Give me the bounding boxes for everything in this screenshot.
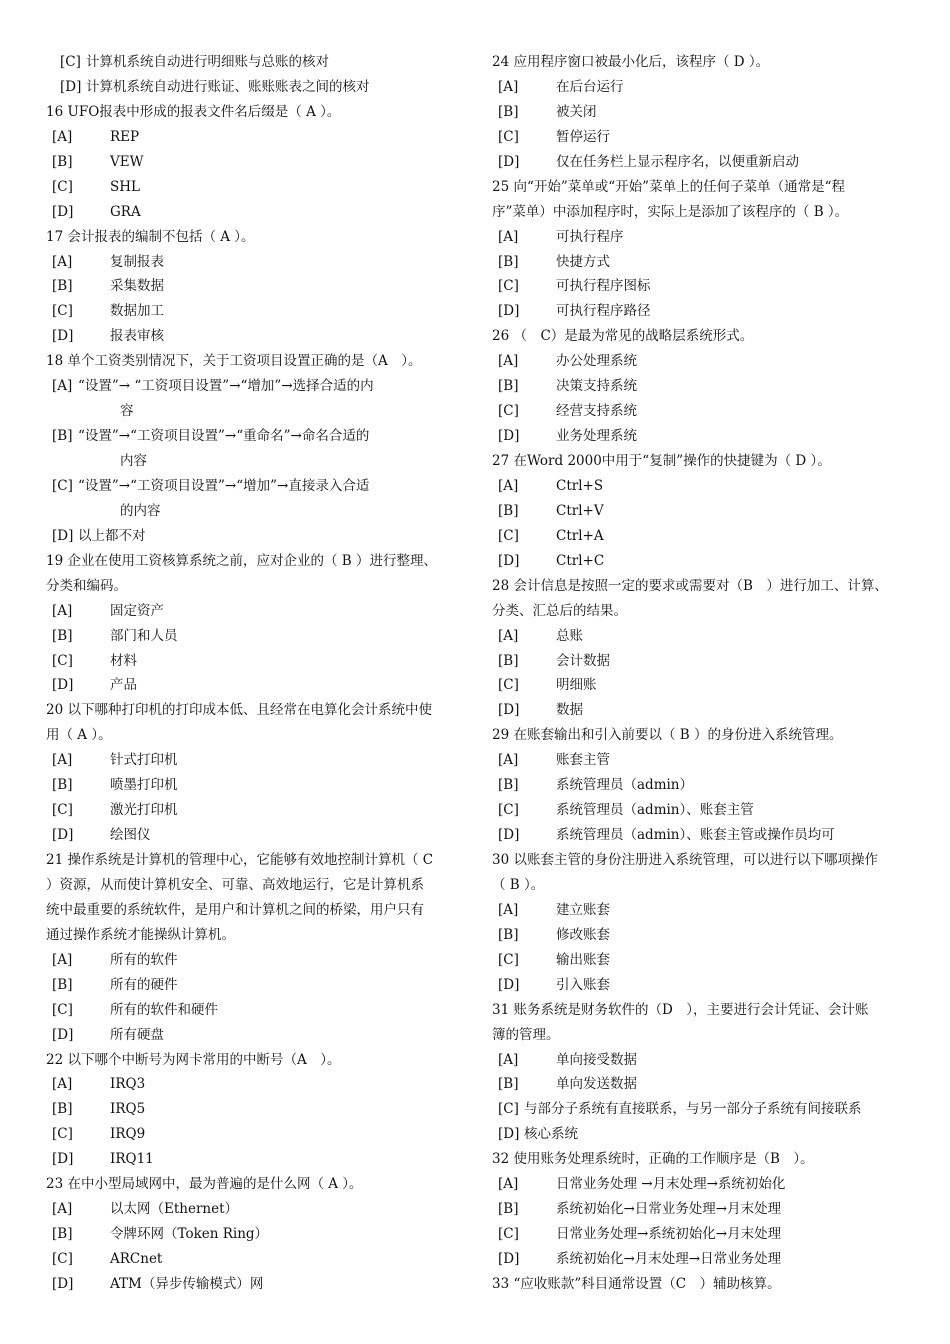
option-line [492,1247,910,1272]
option-line [46,673,462,698]
option-text: 经营支持系统 [556,403,637,420]
option-letter: [C] [52,1251,73,1267]
option-letter: [B] [52,1226,73,1243]
option-text: IRQ3 [110,1076,146,1093]
option-letter: [A] [498,752,519,769]
option-line [492,150,910,175]
option-line [46,998,462,1023]
option-text: 所有的软件和硬件 [110,1001,218,1018]
option-line [492,1097,910,1122]
option-text: 报表审核 [110,328,164,345]
option-text: 系统初始化→月末处理→日常业务处理 [556,1251,782,1267]
option-text: 产品 [110,677,137,694]
option-line [492,798,910,823]
question-line: ）资源，从而使计算机安全、可靠、高效地运行，它是计算机系 [46,876,424,893]
option-text: IRQ11 [110,1151,154,1168]
option-text: 输出账套 [556,951,610,968]
option-letter: [A] [498,627,519,644]
question-line: 23 在中小型局域网中，最为普遍的是什么网（ A ）。 [46,1176,363,1193]
option-letter: [C] [498,128,519,145]
question-line: 用（ A ）。 [46,727,112,744]
option-letter: [C] [52,652,73,669]
option-line [492,75,910,100]
option-letter: [B] [52,777,73,794]
option-letter: [D] [52,1151,74,1168]
option-line [492,1072,910,1097]
option-text: ARCnet [110,1251,163,1267]
option-letter: [B] [498,103,519,120]
option-letter: [C] [52,1126,73,1143]
option-line [492,673,910,698]
option-letter: [C] [52,303,73,320]
option-text: “设置”→“工资项目设置”→“重命名”→命名合适的 [78,428,370,445]
question-line: 19 企业在使用工资核算系统之前，应对企业的（ B ）进行整理、 [46,552,437,569]
option-line [492,299,910,324]
option-text: 引入账套 [556,976,610,993]
option-letter: [A] [52,378,73,395]
option-text: “设置”→“工资项目设置”→“增加”→直接录入合适 [78,477,370,494]
option-letter: [B] [498,502,519,519]
option-text: 喷墨打印机 [110,777,178,794]
option-letter: [D] [498,428,520,445]
option-line [492,948,910,973]
option-letter: [B] [52,278,73,295]
option-letter: [D] [498,1251,520,1267]
option-line [492,748,910,773]
option-text: 系统管理员（admin）、账套主管或操作员均可 [556,827,835,844]
option-text: 系统管理员（admin） [556,777,694,794]
question-line: 26 （ C）是最为常见的战略层系统形式。 [492,328,754,345]
option-text: 总账 [556,627,583,644]
option-text: GRA [110,203,141,220]
option-letter: [A] [52,951,73,968]
option-letter: [B] [498,253,519,270]
option-line [46,973,462,998]
option-letter: [D] [498,702,520,719]
option-line [46,948,462,973]
option-text: 计算机系统自动进行账证、账账账表之间的核对 [86,78,370,95]
option-text: 日常业务处理→系统初始化→月末处理 [556,1226,782,1243]
option-letter: [C] [498,677,519,694]
option-line [46,474,462,499]
option-letter: [B] [498,1076,519,1093]
option-text: 以太网（Ethernet） [110,1201,239,1218]
option-line [492,973,910,998]
option-letter: [D] [52,827,74,844]
option-text: 数据加工 [110,303,164,320]
option-letter: [D] [52,328,74,345]
option-letter: [C] [52,1001,73,1018]
option-letter: [B] [52,153,73,170]
option-line [46,274,462,299]
option-text: 可执行程序图标 [556,278,651,295]
option-line [46,50,462,75]
option-letter: [A] [498,353,519,370]
option-line [46,299,462,324]
option-letter: [B] [498,1201,519,1218]
option-letter: [C] [60,54,81,70]
option-letter: [D] [498,153,520,170]
option-line [46,599,462,624]
option-letter: [D] [498,827,520,844]
option-letter: [D] [498,552,520,569]
option-line [46,424,462,449]
option-text: “设置”→ “工资项目设置”→“增加”→选择合适的内 [78,378,374,395]
option-line [46,823,462,848]
option-line [492,100,910,125]
option-text: 系统管理员（admin）、账套主管 [556,802,754,819]
option-line [46,1122,462,1147]
option-line [492,1122,910,1147]
option-continuation [46,499,462,524]
question-line: 28 会计信息是按照一定的要求或需要对（B ）进行加工、计算、 [492,577,888,594]
question-line: 16 UFO报表中形成的报表文件名后缀是（ A ）。 [46,103,341,120]
option-text: 决策支持系统 [556,378,637,395]
question-line: 21 操作系统是计算机的管理中心，它能够有效地控制计算机（ C [46,852,434,868]
option-line [46,524,462,549]
option-text: 明细账 [556,677,597,694]
option-letter: [C] [52,477,73,494]
question-line: 29 在账套输出和引入前要以（ B ）的身份进入系统管理。 [492,727,843,744]
option-text: 核心系统 [524,1126,578,1143]
option-text: 单向接受数据 [556,1051,637,1068]
question-line: 24 应用程序窗口被最小化后，该程序（ D ）。 [492,54,770,70]
option-text: 可执行程序 [556,228,624,245]
option-line [46,773,462,798]
option-line [46,75,462,100]
option-letter: [A] [52,1201,73,1218]
option-line [492,923,910,948]
question-line: 簿的管理。 [492,1026,560,1043]
option-line [492,1172,910,1197]
option-line [46,798,462,823]
option-continuation [46,449,462,474]
option-text: 仅在任务栏上显示程序名，以便重新启动 [556,153,799,170]
option-letter: [C] [498,403,519,420]
question-line: 22 以下哪个中断号为网卡常用的中断号（A ）。 [46,1051,341,1068]
option-text: 在后台运行 [556,78,624,95]
option-text: 的内容 [120,502,161,519]
option-text: 令牌环网（Token Ring） [110,1226,269,1243]
option-line [492,1048,910,1073]
option-text: Ctrl+V [556,502,604,519]
option-line [46,200,462,225]
option-line [492,698,910,723]
option-text: 可执行程序路径 [556,303,651,320]
option-letter: [A] [498,228,519,245]
option-letter: [D] [52,1026,74,1043]
option-letter: [A] [498,901,519,918]
option-text: 计算机系统自动进行明细账与总账的核对 [86,54,329,70]
option-line [492,424,910,449]
question-line: 31 账务系统是财务软件的（D ），主要进行会计凭证、会计账 [492,1001,869,1018]
option-line [46,175,462,200]
option-text: Ctrl+C [556,552,605,569]
option-line [492,823,910,848]
option-text: Ctrl+A [556,527,604,544]
option-line [492,898,910,923]
option-line [492,125,910,150]
option-line [46,150,462,175]
option-letter: [A] [498,1051,519,1068]
option-letter: [A] [52,1076,73,1093]
option-line [492,649,910,674]
option-text: 建立账套 [556,901,610,918]
option-line [46,1097,462,1122]
option-text: 业务处理系统 [556,428,637,445]
option-letter: [B] [498,652,519,669]
option-text: IRQ9 [110,1126,146,1143]
option-line [492,225,910,250]
option-text: 容 [120,403,134,420]
option-line [46,624,462,649]
option-line [492,1197,910,1222]
question-line: 25 向“开始”菜单或“开始”菜单上的任何子菜单（通常是“程 [492,178,845,195]
option-letter: [A] [52,602,73,619]
option-letter: [A] [52,752,73,769]
option-line [46,1247,462,1272]
option-line [492,549,910,574]
option-letter: [D] [52,203,74,220]
option-text: 单向发送数据 [556,1076,637,1093]
option-line [492,524,910,549]
option-text: 日常业务处理 →月末处理→系统初始化 [556,1176,786,1193]
option-letter: [A] [498,477,519,494]
option-letter: [D] [498,976,520,993]
option-letter: [A] [498,78,519,95]
option-line [46,324,462,349]
option-line [492,773,910,798]
option-text: 以上都不对 [78,527,146,544]
option-text: 与部分子系统有直接联系，与另一部分子系统有间接联系 [524,1101,862,1118]
option-text: 会计数据 [556,652,610,669]
option-text: 部门和人员 [110,627,178,644]
option-text: 材料 [110,652,137,669]
question-line: 通过操作系统才能操纵计算机。 [46,926,235,943]
option-line [46,1272,462,1297]
option-text: 被关闭 [556,103,597,120]
option-line [46,1147,462,1172]
option-letter: [C] [498,1226,519,1243]
option-text: 所有的硬件 [110,976,178,993]
option-letter: [D] [498,303,520,320]
option-text: 数据 [556,702,583,719]
option-text: 暂停运行 [556,128,610,145]
option-line [492,349,910,374]
option-text: ATM（异步传输模式）网 [110,1275,264,1292]
option-text: IRQ5 [110,1101,146,1118]
option-text: 修改账套 [556,926,610,943]
option-letter: [A] [52,253,73,270]
option-letter: [D] [52,1275,74,1292]
option-text: SHL [110,178,140,195]
option-text: REP [110,128,140,145]
option-text: 账套主管 [556,752,610,769]
question-line: 27 在Word 2000中用于“复制”操作的快捷键为（ D ）。 [492,453,831,469]
option-line [46,1197,462,1222]
right-column [492,50,910,1297]
option-letter: [C] [52,178,73,195]
option-letter: [D] [52,677,74,694]
option-letter: [C] [498,951,519,968]
question-line: 17 会计报表的编制不包括（ A ）。 [46,228,255,245]
question-line: 分类和编码。 [46,577,127,594]
option-text: 系统初始化→日常业务处理→月末处理 [556,1201,782,1218]
option-letter: [B] [52,976,73,993]
option-text: 所有的软件 [110,951,178,968]
question-line: 30 以账套主管的身份注册进入系统管理，可以进行以下哪项操作 [492,852,878,868]
option-line [492,250,910,275]
option-line [492,399,910,424]
option-letter: [B] [52,1101,73,1118]
option-letter: [C] [498,278,519,295]
option-line [46,1023,462,1048]
option-line [492,374,910,399]
question-line: 分类、汇总后的结果。 [492,602,627,619]
left-column [46,50,462,1297]
option-text: 办公处理系统 [556,353,637,370]
option-text: 激光打印机 [110,802,178,819]
option-text: 快捷方式 [556,253,610,270]
option-line [492,624,910,649]
option-letter: [A] [52,128,73,145]
option-letter: [C] [498,1101,519,1118]
option-letter: [D] [52,527,74,544]
option-letter: [C] [498,527,519,544]
question-line: 统中最重要的系统软件，是用户和计算机之间的桥梁，用户只有 [46,901,424,918]
option-line [46,748,462,773]
option-text: 针式打印机 [110,752,178,769]
question-line: 20 以下哪种打印机的打印成本低、且经常在电算化会计系统中使 [46,702,432,719]
option-line [46,250,462,275]
question-line: 18 单个工资类别情况下，关于工资项目设置正确的是（A ）。 [46,353,422,370]
question-line: 33 “应收账款”科目通常设置（C ）辅助核算。 [492,1275,781,1292]
option-letter: [D] [498,1126,520,1143]
option-text: 绘图仪 [110,827,151,844]
option-letter: [B] [52,627,73,644]
option-line [492,274,910,299]
option-line [492,1222,910,1247]
option-letter: [B] [498,378,519,395]
question-line: 序”菜单）中添加程序时，实际上是添加了该程序的（ B ）。 [492,203,849,220]
option-continuation [46,399,462,424]
option-letter: [C] [498,802,519,819]
option-letter: [B] [498,777,519,794]
option-line [492,499,910,524]
option-text: 内容 [120,453,147,469]
option-line [492,474,910,499]
option-line [46,374,462,399]
question-line: 32 使用账务处理系统时，正确的工作顺序是（B ）。 [492,1151,814,1168]
option-text: 复制报表 [110,253,164,270]
option-line [46,1222,462,1247]
option-text: Ctrl+S [556,477,604,494]
option-letter: [D] [60,78,82,95]
option-letter: [C] [52,802,73,819]
option-letter: [A] [498,1176,519,1193]
option-text: 采集数据 [110,278,164,295]
option-text: 所有硬盘 [110,1026,164,1043]
option-text: VEW [110,153,144,170]
option-line [46,125,462,150]
option-letter: [B] [498,926,519,943]
option-text: 固定资产 [110,602,164,619]
option-line [46,1072,462,1097]
option-line [46,649,462,674]
option-letter: [B] [52,428,73,445]
question-line: （ B ）。 [492,876,545,893]
